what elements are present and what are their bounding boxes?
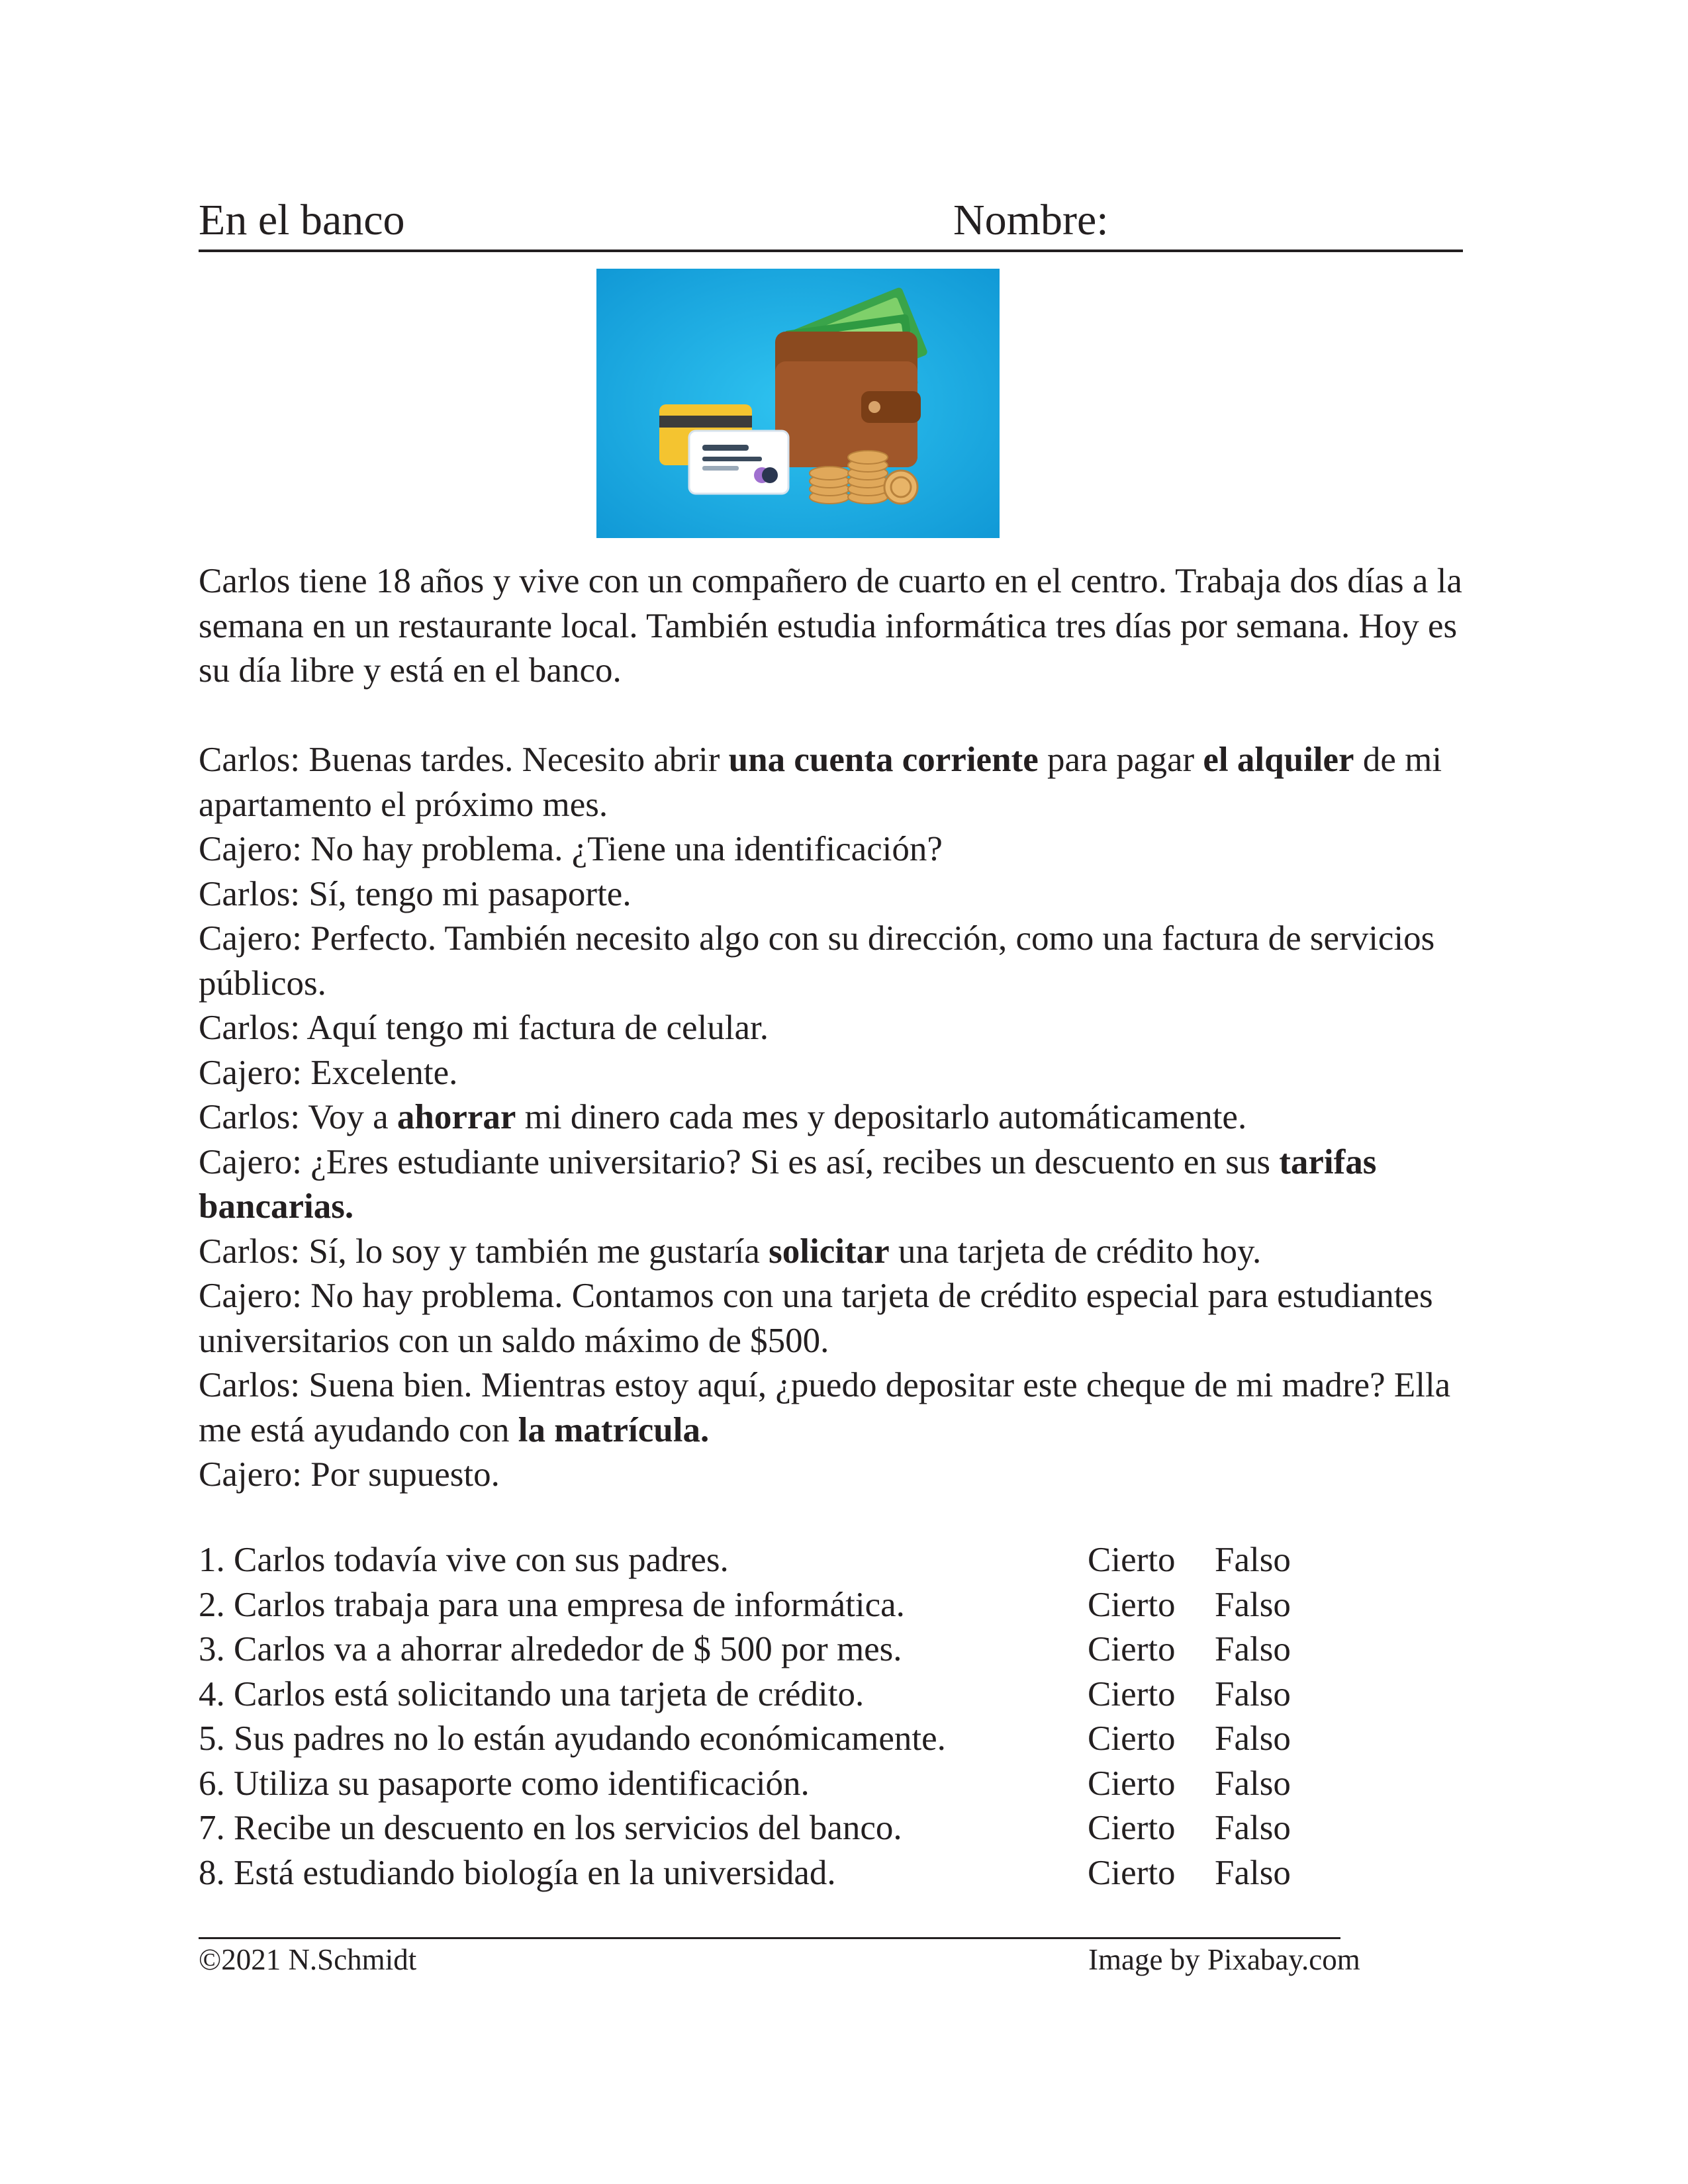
dialog-line <box>199 738 1496 827</box>
question-row <box>199 1762 1324 1807</box>
question-text: 1. Carlos todavía vive con sus padres. <box>199 1541 729 1579</box>
dialog-line <box>199 1363 1496 1453</box>
falso-option[interactable]: Falso <box>1215 1674 1291 1713</box>
dialog-text: Carlos: Buenas tardes. Necesito abrir <box>199 741 729 779</box>
question-row <box>199 1717 1324 1762</box>
dialog-text: Cajero: Por supuesto. <box>199 1455 500 1494</box>
question-row <box>199 1851 1324 1896</box>
worksheet-header <box>199 195 1463 252</box>
question-text: 2. Carlos trabaja para una empresa de informática. <box>199 1585 905 1624</box>
dialog-line <box>199 1453 1496 1498</box>
dialog-text: Cajero: ¿Eres estudiante universitario? Si es así, recibes un descuento en sus <box>199 1142 1280 1181</box>
dialog-line <box>199 1140 1496 1230</box>
question-text: 8. Está estudiando biología en la universidad. <box>199 1853 836 1892</box>
intro-paragraph: Carlos tiene 18 años y vive con un compañero de cuarto en el centro. Trabaja dos días a la semana en un restaurante local. También estudia informática tres días por semana. Hoy es su día libre y está en el banco. <box>199 562 1462 690</box>
copyright-notice: ©2021 N.Schmidt <box>199 1943 417 1976</box>
falso-option[interactable]: Falso <box>1215 1853 1291 1892</box>
vocab-term: tarifas bancarias. <box>199 1142 1377 1226</box>
dialog-text: Carlos: Aquí tengo mi factura de celular. <box>199 1009 769 1047</box>
question-row <box>199 1538 1324 1583</box>
falso-option[interactable]: Falso <box>1215 1541 1291 1579</box>
question-text: 7. Recibe un descuento en los servicios del banco. <box>199 1809 902 1847</box>
dialog-text: para pagar <box>1038 741 1203 779</box>
vocab-term: ahorrar <box>397 1098 516 1136</box>
question-row <box>199 1627 1324 1672</box>
dialog-text: de mi apartamento el próximo mes. <box>199 741 1442 824</box>
cierto-option[interactable]: Cierto <box>1088 1630 1176 1668</box>
dialog-line <box>199 1274 1496 1363</box>
question-row <box>199 1583 1324 1628</box>
question-text: 3. Carlos va a ahorrar alrededor de $ 500 por mes. <box>199 1630 902 1668</box>
dialog-text: Cajero: No hay problema. Contamos con una tarjeta de crédito especial para estudiantes universitarios con un saldo máximo de $500. <box>199 1277 1433 1360</box>
falso-option[interactable]: Falso <box>1215 1630 1291 1668</box>
dialog-line <box>199 1051 1496 1096</box>
name-field-label: Nombre: <box>953 196 1109 244</box>
dialog-text: Cajero: No hay problema. ¿Tiene una identificación? <box>199 830 943 868</box>
vocab-term: solicitar <box>769 1232 890 1271</box>
dialog-text: una tarjeta de crédito hoy. <box>889 1232 1262 1271</box>
vocab-term: el alquiler <box>1203 741 1354 779</box>
cierto-option[interactable]: Cierto <box>1088 1674 1176 1713</box>
cierto-option[interactable]: Cierto <box>1088 1585 1176 1624</box>
dialog-line <box>199 872 1496 917</box>
dialog-line <box>199 827 1496 872</box>
question-text: 5. Sus padres no lo están ayudando económicamente. <box>199 1719 946 1758</box>
dialog-text: Cajero: Perfecto. También necesito algo con su dirección, como una factura de servicios públicos. <box>199 919 1435 1003</box>
dialog-line <box>199 1230 1496 1275</box>
question-row <box>199 1672 1324 1717</box>
question-text: 6. Utiliza su pasaporte como identificación. <box>199 1764 810 1803</box>
footer-divider <box>199 1937 1340 1939</box>
falso-option[interactable]: Falso <box>1215 1585 1291 1624</box>
worksheet-title: En el banco <box>199 196 405 244</box>
question-row <box>199 1806 1324 1851</box>
dialog <box>199 738 1496 1498</box>
dialog-text: mi dinero cada mes y depositarlo automáticamente. <box>516 1098 1247 1136</box>
dialog-text: Carlos: Voy a <box>199 1098 397 1136</box>
dialog-text: Carlos: Sí, lo soy y también me gustaría <box>199 1232 769 1271</box>
dialog-line <box>199 1006 1496 1051</box>
cierto-option[interactable]: Cierto <box>1088 1541 1176 1579</box>
dialog-text: Carlos: Suena bien. Mientras estoy aquí, ¿puedo depositar este cheque de mi madre? Ella me está ayudando con <box>199 1366 1451 1449</box>
wallet-money-icon <box>596 269 1000 538</box>
cierto-option[interactable]: Cierto <box>1088 1853 1176 1892</box>
footer <box>199 1942 1397 1982</box>
cierto-option[interactable]: Cierto <box>1088 1809 1176 1847</box>
cierto-option[interactable]: Cierto <box>1088 1719 1176 1758</box>
vocab-term: la matrícula. <box>518 1410 710 1449</box>
reading-passage <box>199 559 1496 1498</box>
falso-option[interactable]: Falso <box>1215 1809 1291 1847</box>
cierto-option[interactable]: Cierto <box>1088 1764 1176 1803</box>
dialog-line <box>199 917 1496 1006</box>
image-credit: Image by Pixabay.com <box>1088 1943 1360 1976</box>
dialog-text: Cajero: Excelente. <box>199 1053 458 1092</box>
true-false-questions <box>199 1538 1324 1895</box>
dialog-line <box>199 1095 1496 1140</box>
question-text: 4. Carlos está solicitando una tarjeta de crédito. <box>199 1674 865 1713</box>
falso-option[interactable]: Falso <box>1215 1764 1291 1803</box>
vocab-term: una cuenta corriente <box>728 741 1039 779</box>
falso-option[interactable]: Falso <box>1215 1719 1291 1758</box>
dialog-text: Carlos: Sí, tengo mi pasaporte. <box>199 874 632 913</box>
